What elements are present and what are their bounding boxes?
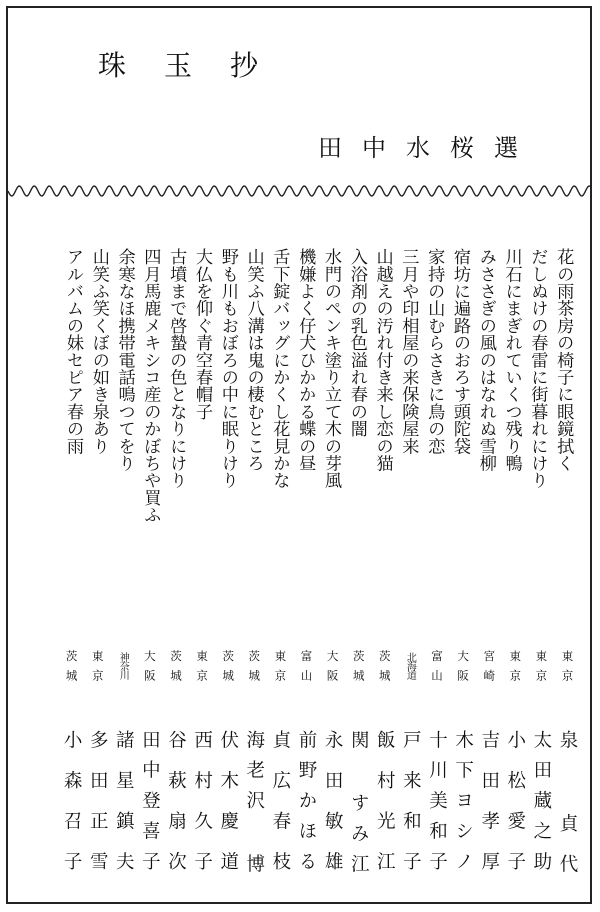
author-prefecture: 茨城: [247, 650, 262, 689]
author-name: 戸来和子: [400, 730, 422, 892]
haiku-line: 三月や印相屋の来保険屋来: [398, 248, 419, 455]
author-name: 泉 貞代: [557, 730, 578, 895]
author-prefecture: 宮崎: [482, 650, 497, 689]
haiku-line: 古墳まで啓蟄の色となりにけり: [166, 248, 187, 489]
haiku-line: 山越えの汚れ付き来し恋の猫: [372, 248, 393, 472]
author-prefecture: 東京: [560, 650, 575, 689]
author-name: 貞広春枝: [269, 730, 291, 892]
author-prefecture: 東京: [195, 650, 210, 689]
haiku-line: 大仏を仰ぐ青空春帽子: [192, 248, 212, 420]
haiku-line: 宿坊に遍路のおろす頭陀袋: [450, 248, 470, 455]
author-prefecture: 大阪: [456, 650, 471, 689]
author-name: 小松愛子: [504, 730, 526, 892]
author-prefecture: 茨城: [169, 650, 183, 689]
haiku-line: 家持の山むらさきに鳥の恋: [424, 248, 445, 455]
haiku-line: 野も川もおぼろの中に眠りけり: [217, 248, 238, 489]
page-title: 珠玉抄: [98, 49, 297, 82]
author-prefecture: 茨城: [221, 650, 236, 689]
author-name: 海老沢 博: [243, 730, 265, 885]
haiku-line: 機嫌よく仔犬ひかかる蝶の昼: [295, 248, 316, 472]
author-prefecture: 東京: [534, 650, 549, 689]
selector-credit: 田中水桜選: [318, 134, 538, 162]
author-name: 太田蔵之助: [530, 730, 552, 882]
author-prefecture: 東京: [90, 650, 105, 689]
wavy-divider-line: [8, 186, 590, 196]
author-name: 田中登喜子: [139, 730, 161, 882]
author-prefecture: 東京: [508, 650, 523, 689]
author-name: 永田敏雄: [322, 730, 344, 892]
author-name: 前野かほる: [296, 730, 317, 882]
author-name: 伏木慶道: [217, 730, 239, 892]
author-prefecture: 茨城: [64, 650, 79, 689]
author-name: 小森召子: [61, 730, 83, 892]
author-name: 西村久子: [191, 730, 213, 892]
author-prefecture: 大阪: [325, 650, 340, 689]
haiku-line: 水門のペンキ塗り立て木の芽風: [321, 248, 341, 489]
wavy-divider: [8, 176, 590, 206]
author-prefecture: 富山: [299, 650, 314, 689]
author-name: 関 すみ江: [348, 730, 370, 885]
author-prefecture: 北海道: [404, 652, 416, 679]
haiku-line: アルバムの妹セピア春の雨: [63, 248, 83, 455]
author-name: 諸星鎮夫: [113, 730, 135, 892]
haiku-line: 山笑ふ八溝は鬼の棲むところ: [243, 248, 264, 472]
haiku-line: 余寒なほ携帯電話鳴つてをり: [114, 248, 135, 472]
author-name: 飯村光江: [374, 730, 396, 892]
haiku-line: だしぬけの春雷に街暮れにけり: [527, 248, 548, 489]
author-prefecture: 大阪: [142, 650, 157, 689]
author-prefecture: 東京: [273, 650, 288, 689]
author-prefecture: 茨城: [351, 650, 366, 689]
haiku-line: 入浴剤の乳色溢れ春の闇: [346, 248, 367, 438]
haiku-line: 舌下錠バッグにかくし花見かな: [269, 248, 290, 489]
author-name: 谷萩扇次: [165, 730, 187, 892]
haiku-line: みささぎの風のはなれぬ雪柳: [475, 248, 496, 472]
author-name: 木下ヨシノ: [452, 730, 474, 882]
haiku-line: 四月馬鹿メキシコ産のかぼちや買ふ: [140, 248, 161, 524]
author-name: 吉田孝厚: [478, 730, 500, 892]
author-name: 多田正雪: [87, 730, 109, 892]
author-prefecture: 神奈川: [117, 652, 129, 679]
haiku-line: 花の雨茶房の椅子に眼鏡拭く: [553, 248, 574, 472]
haiku-line: 山笑ふ笑くぼの如き泉あり: [88, 248, 109, 455]
author-prefecture: 茨城: [377, 650, 392, 689]
haiku-line: 川石にまぎれていくつ残り鴨: [501, 248, 522, 472]
author-name: 十川美和子: [426, 730, 448, 882]
author-prefecture: 富山: [430, 650, 444, 689]
